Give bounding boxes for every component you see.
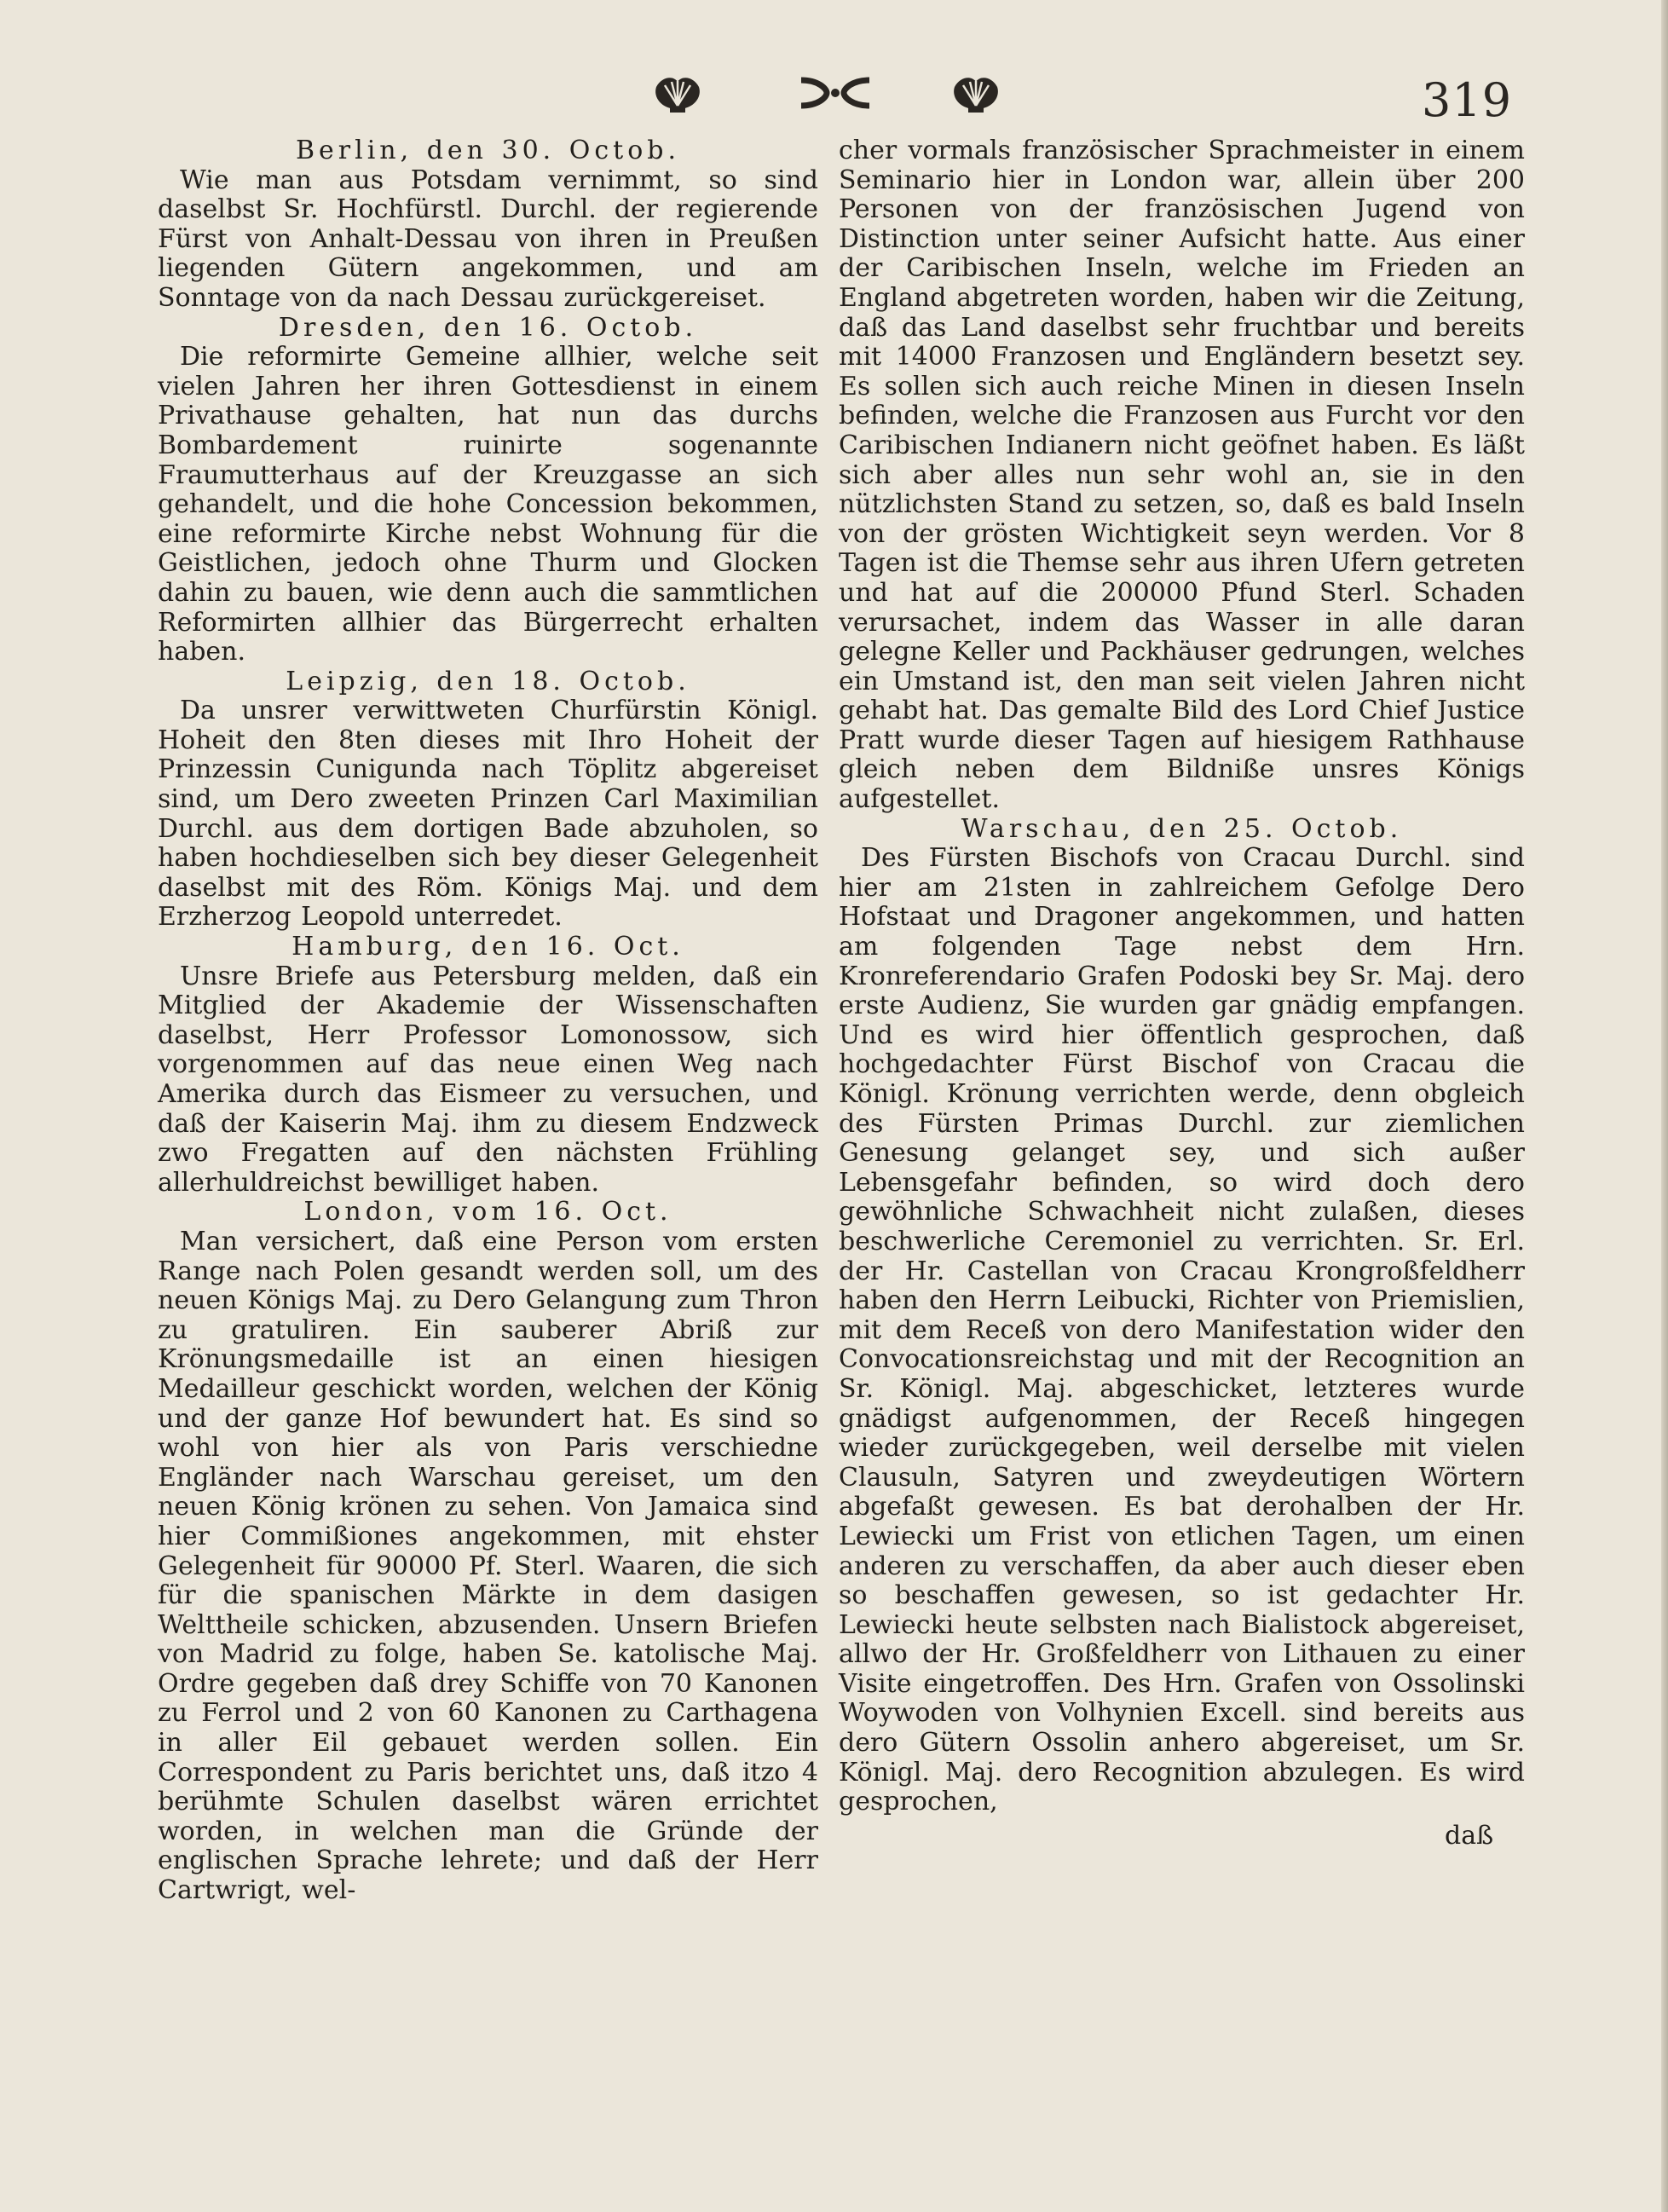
article-warschau: Des Fürsten Bischofs von Cracau Durchl. sind hier am 21sten in zahlreichem Gefolge Dero Hofstaat und Dragoner angekommen, und hatten am folgenden Tage nebst dem Hrn. Kronreferendario Grafen Podoski bey Sr. Maj. dero erste Audienz, Sie wurden gar gnädig empfangen. Und es wird hier öffentlich gesprochen, daß hochgedachter Fürst Bischof von Cracau die Königl. Krönung verrichten werde, denn obgleich des Fürsten Primas Durchl. zur ziemlichen Genesung gelanget sey, und sich außer Lebensgefahr befinden, so wird doch dero gewöhnliche Schwachheit nicht zulaßen, dieses beschwerliche Ceremoniel zu verrichten. Sr. Erl. der Hr. Castellan von Cracau Krongroßfeldherr haben den Herrn Leibucki, Richter von Priemislien, mit dem Receß von dero Manifestation wider den Convocationsreichstag und mit der Recognition an Sr. Königl. Maj. abgeschicket, letzteres wurde gnädigst aufgenommen, der Receß hingegen wieder zurückgegeben, weil derselbe mit vielen Clausuln, Satyren und zweydeutigen Wörtern abgefaßt gewesen. Es bat derohalben der Hr. Lewiecki um Frist von etlichen Tagen, um einen anderen zu verschaffen, da aber auch dieser eben so beschaffen gewesen, so ist gedachter Hr. Lewiecki heute selbsten nach Bialistock abgereiset, allwo der Hr. Großfeldherr von Lithauen zu einer Visite eingetroffen. Des Hrn. Grafen von Ossolinski Woywoden von Volhynien Excell. sind bereits aus dero Gütern Ossolin anhero abgereiset, um Sr. Königl. Maj. dero Recognition abzulegen. Es wird gesprochen, <box>839 843 1525 1817</box>
left-column <box>158 136 818 1906</box>
dateline-hamburg: Hamburg, den 16. Oct. <box>291 932 684 962</box>
dateline-berlin: Berlin, den 30. Octob. <box>295 136 681 165</box>
page-edge <box>1661 0 1668 2212</box>
catchword: daß <box>1445 1821 1494 1851</box>
right-column <box>839 136 1525 1817</box>
article-london: Man versichert, daß eine Person vom ersten Range nach Polen gesandt werden soll, um des neuen Königs Maj. zu Dero Gelangung zum Thron zu gratuliren. Ein sauberer Abriß zur Krönungsmedaille ist an einen hiesigen Medailleur geschickt worden, welchen der König und der ganze Hof bewundert hat. Es sind so wohl von hier als von Paris verschiedne Engländer nach Warschau gereiset, um den neuen König krönen zu sehen. Von Jamaica sind hier Commißiones angekommen, mit ehster Gelegenheit für 90000 Pf. Sterl. Waaren, die sich für die spanischen Märkte in dem dasigen Welttheile schicken, abzusenden. Unsern Briefen von Madrid zu folge, haben Se. katolische Maj. Ordre gegeben daß drey Schiffe von 70 Kanonen zu Ferrol und 2 von 60 Kanonen zu Carthagena in aller Eil gebauet werden sollen. Ein Correspondent zu Paris berichtet uns, daß itzo 4 berühmte Schulen daselbst wären errichtet worden, in welchen man die Gründe der englischen Sprache lehrete; und daß der Herr Cartwrigt, wel- <box>158 1226 818 1906</box>
dateline-dresden: Dresden, den 16. Octob. <box>278 312 698 343</box>
article-dresden: Die reformirte Gemeine allhier, welche seit vielen Jahren her ihren Gottesdienst in einem Privathause gehalten, hat nun das durchs Bombardement ruinirte sogenannte Fraumutterhaus auf der Kreuzgasse an sich gehandelt, und die hohe Concession bekommen, eine reformirte Kirche nebst Wohnung für die Geistlichen, jedoch ohne Thurm und Glocken dahin zu bauen, wie denn auch die sammtlichen Reformirten allhier das Bürgerrecht erhalten haben. <box>158 342 818 667</box>
article-london-continued: cher vormals französischer Sprachmeister in einem Seminario hier in London war, allein über 200 Personen von der französischen Jugend von Distinction unter seiner Aufsicht hatte. Aus einer der Caribischen Inseln, welche im Frieden an England abgetreten worden, haben wir die Zeitung, daß das Land daselbst sehr fruchtbar und bereits mit 14000 Franzosen und Engländern besetzt sey. Es sollen sich auch reiche Minen in diesen Inseln befinden, welche die Franzosen aus Furcht vor den Caribischen Indianern nicht geöfnet haben. Es läßt sich aber alles nun sehr wohl an, sie in den nützlichsten Stand zu setzen, so, daß es bald Inseln von der grösten Wichtigkeit seyn werden. Vor 8 Tagen ist die Themse sehr aus ihren Ufern getreten und hat auf die 200000 Pfund Sterl. Schaden verursachet, indem das Wasser in alle daran gelegne Keller und Packhäuser gedrungen, welches ein Umstand ist, den man seit vielen Jahren nicht gehabt hat. Das gemalte Bild des Lord Chief Justice Pratt wurde dieser Tagen auf hiesigem Rathhause gleich neben dem Bildniße unsres Königs aufgestellet. <box>839 136 1525 815</box>
dateline-warschau: Warschau, den 25. Octob. <box>961 813 1403 844</box>
article-leipzig: Da unsrer verwittweten Churfürstin Königl. Hoheit den 8ten dieses mit Ihro Hoheit der Prinzessin Cunigunda nach Töplitz abgereiset sind, um Dero zweeten Prinzen Carl Maximilian Durchl. aus dem dortigen Bade abzuholen, so haben hochdieselben sich bey dieser Gelegenheit daselbst mit des Röm. Königs Maj. und dem Erzherzog Leopold unterredet. <box>158 696 818 933</box>
article-hamburg: Unsre Briefe aus Petersburg melden, daß ein Mitglied der Akademie der Wissenschaften daselbst, Herr Professor Lomonossow, sich vorgenommen auf das neue einen Weg nach Amerika durch das Eismeer zu versuchen, und daß der Kaiserin Maj. ihm zu diesem Endzweck zwo Fregatten auf den nächsten Frühling allerhuldreichst bewilliget haben. <box>158 961 818 1198</box>
scroll-ornament-icon <box>793 72 878 114</box>
shell-ornament-icon <box>946 72 1006 114</box>
article-berlin: Wie man aus Potsdam vernimmt, so sind daselbst Sr. Hochfürstl. Durchl. der regierende Fürst von Anhalt-Dessau von ihren in Preußen liegenden Gütern angekommen, und am Sonntage von da nach Dessau zurückgereiset. <box>158 165 818 313</box>
shell-ornament-icon <box>648 72 707 114</box>
page-number: 319 <box>1422 73 1513 127</box>
dateline-leipzig: Leipzig, den 18. Octob. <box>286 666 690 696</box>
dateline-london: London, vom 16. Oct. <box>303 1197 672 1227</box>
